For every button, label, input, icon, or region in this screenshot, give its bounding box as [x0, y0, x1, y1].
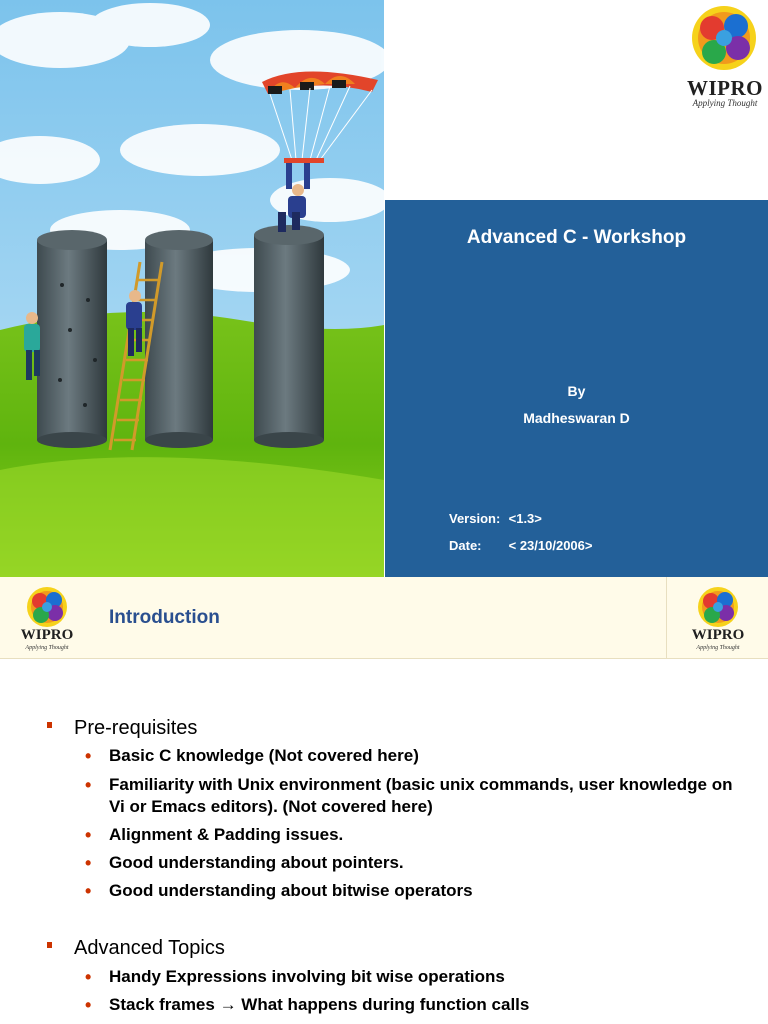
version-label: Version: — [449, 511, 501, 526]
hero-illustration — [0, 0, 384, 577]
wipro-wordmark: WIPRO — [687, 76, 763, 100]
dot-bullet-icon: • — [85, 995, 92, 1015]
header-logo-box — [666, 577, 768, 659]
date-label: Date: — [449, 538, 482, 553]
dot-bullet-icon: • — [85, 881, 92, 901]
author-name: Madheswaran D — [523, 410, 630, 426]
version-line — [449, 511, 542, 526]
dot-bullet-icon: • — [85, 746, 92, 766]
square-bullet-icon — [47, 942, 52, 948]
wipro-logo-right — [683, 585, 753, 655]
wipro-wordmark: WIPRO — [20, 627, 74, 643]
slide-title: Introduction — [109, 607, 220, 628]
dot-bullet-icon: • — [85, 967, 92, 987]
pillars-parachute-illustration — [0, 0, 384, 577]
presentation-title: Advanced C - Workshop — [466, 227, 687, 248]
list-item: • Alignment & Padding issues. — [85, 825, 344, 845]
wipro-flower-icon — [12, 585, 82, 629]
list-item: • Handy Expressions involving bit wise operations — [85, 967, 505, 987]
dot-bullet-icon: • — [85, 775, 92, 795]
wipro-logo — [676, 0, 768, 115]
by-label: By — [567, 383, 586, 399]
section-heading: Pre-requisites — [74, 717, 197, 740]
list-item: • Familiarity with Unix environment (basic unix commands, user knowledge on Vi or Emacs editors). (Not covered here) — [85, 775, 733, 816]
version-value: <1.3> — [508, 511, 542, 526]
section-heading: Advanced Topics — [74, 937, 225, 960]
wipro-flower-icon — [676, 0, 768, 80]
list-item: • Basic C knowledge (Not covered here) — [85, 746, 419, 766]
wipro-tagline: Applying Thought — [692, 98, 758, 108]
introduction-slide — [0, 577, 768, 1024]
wipro-flower-icon — [683, 585, 753, 629]
date-value: < 23/10/2006> — [508, 538, 593, 553]
dot-bullet-icon: • — [85, 853, 92, 873]
slide-header — [0, 577, 768, 659]
list-item: • Good understanding about pointers. — [85, 853, 404, 873]
wipro-tagline: Applying Thought — [25, 645, 69, 651]
dot-bullet-icon: • — [85, 825, 92, 845]
square-bullet-icon — [47, 722, 52, 728]
wipro-wordmark: WIPRO — [691, 627, 745, 643]
wipro-tagline: Applying Thought — [696, 645, 740, 651]
title-panel — [385, 200, 768, 577]
wipro-logo-left — [12, 585, 82, 655]
list-item: • Stack frames → What happens during function calls — [85, 995, 530, 1015]
date-line — [449, 538, 592, 553]
list-item: • Good understanding about bitwise operators — [85, 881, 473, 901]
